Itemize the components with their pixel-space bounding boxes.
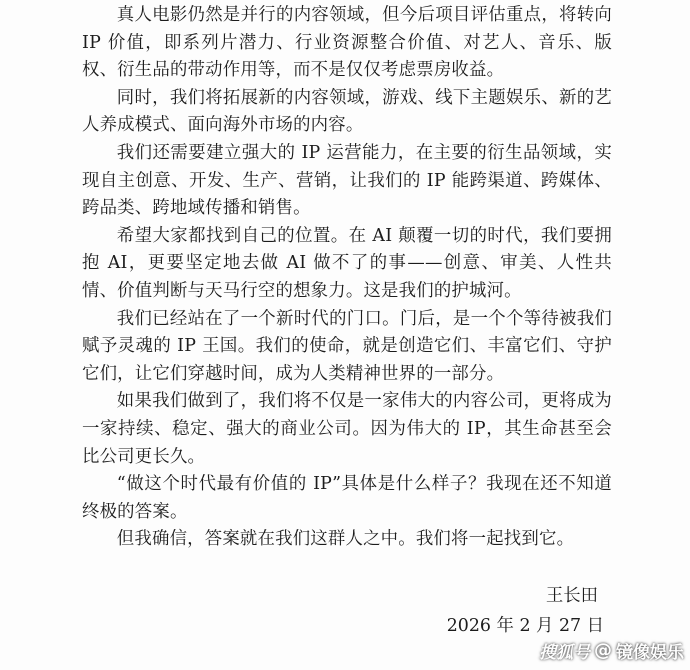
signature-date: 2026 年 2 月 27 日	[446, 616, 604, 636]
paragraph-great-company: 如果我们做到了，我们将不仅是一家伟大的内容公司，更将成为一家持续、稳定、强大的商业公司。因为伟大的 IP，其生命甚至会比公司更长久。	[82, 391, 612, 467]
paragraph-new-era: 我们已经站在了一个新时代的门口。门后，是一个个等待被我们赋予灵魂的 IP 王国。我们的使命，就是创造它们、丰富它们、守护它们，让它们穿越时间，成为人类精神世界的一部分。	[82, 308, 612, 384]
paragraph-ai: 希望大家都找到自己的位置。在 AI 颠覆一切的时代，我们要拥抱 AI，更要坚定地去做 AI 做不了的事——创意、审美、人性共情、价值判断与天马行空的想象力。这是我们的护城河。	[82, 225, 612, 301]
paragraph-new-fields: 同时，我们将拓展新的内容领域，游戏、线下主题娱乐、新的艺人养成模式、面向海外市场的内容。	[82, 87, 612, 136]
paragraph-answer: “做这个时代最有价值的 IP”具体是什么样子？我现在还不知道终极的答案。	[82, 474, 612, 522]
watermark-at: @	[594, 640, 612, 661]
watermark-account: 镜像娱乐	[616, 643, 684, 663]
paragraph-ip-value: 真人电影仍然是并行的内容领域，但今后项目评估重点，将转向 IP 价值，即系列片潜力、行业资源整合价值、对艺人、音乐、版权、衍生品的带动作用等，而不是仅仅考虑票房收益。	[82, 5, 612, 81]
sohu-logo-icon: 搜狐号	[539, 643, 590, 663]
paragraph-conviction: 但我确信，答案就在我们这群人之中。我们将一起找到它。	[116, 529, 575, 550]
signature-name: 王长田	[545, 586, 598, 606]
watermark	[539, 638, 684, 663]
paragraph-ip-operations: 我们还需要建立强大的 IP 运营能力，在主要的衍生品领域，实现自主创意、开发、生产、营销，让我们的 IP 能跨渠道、跨媒体、跨品类、跨地域传播和销售。	[82, 142, 612, 219]
letter-body	[82, 2, 612, 554]
